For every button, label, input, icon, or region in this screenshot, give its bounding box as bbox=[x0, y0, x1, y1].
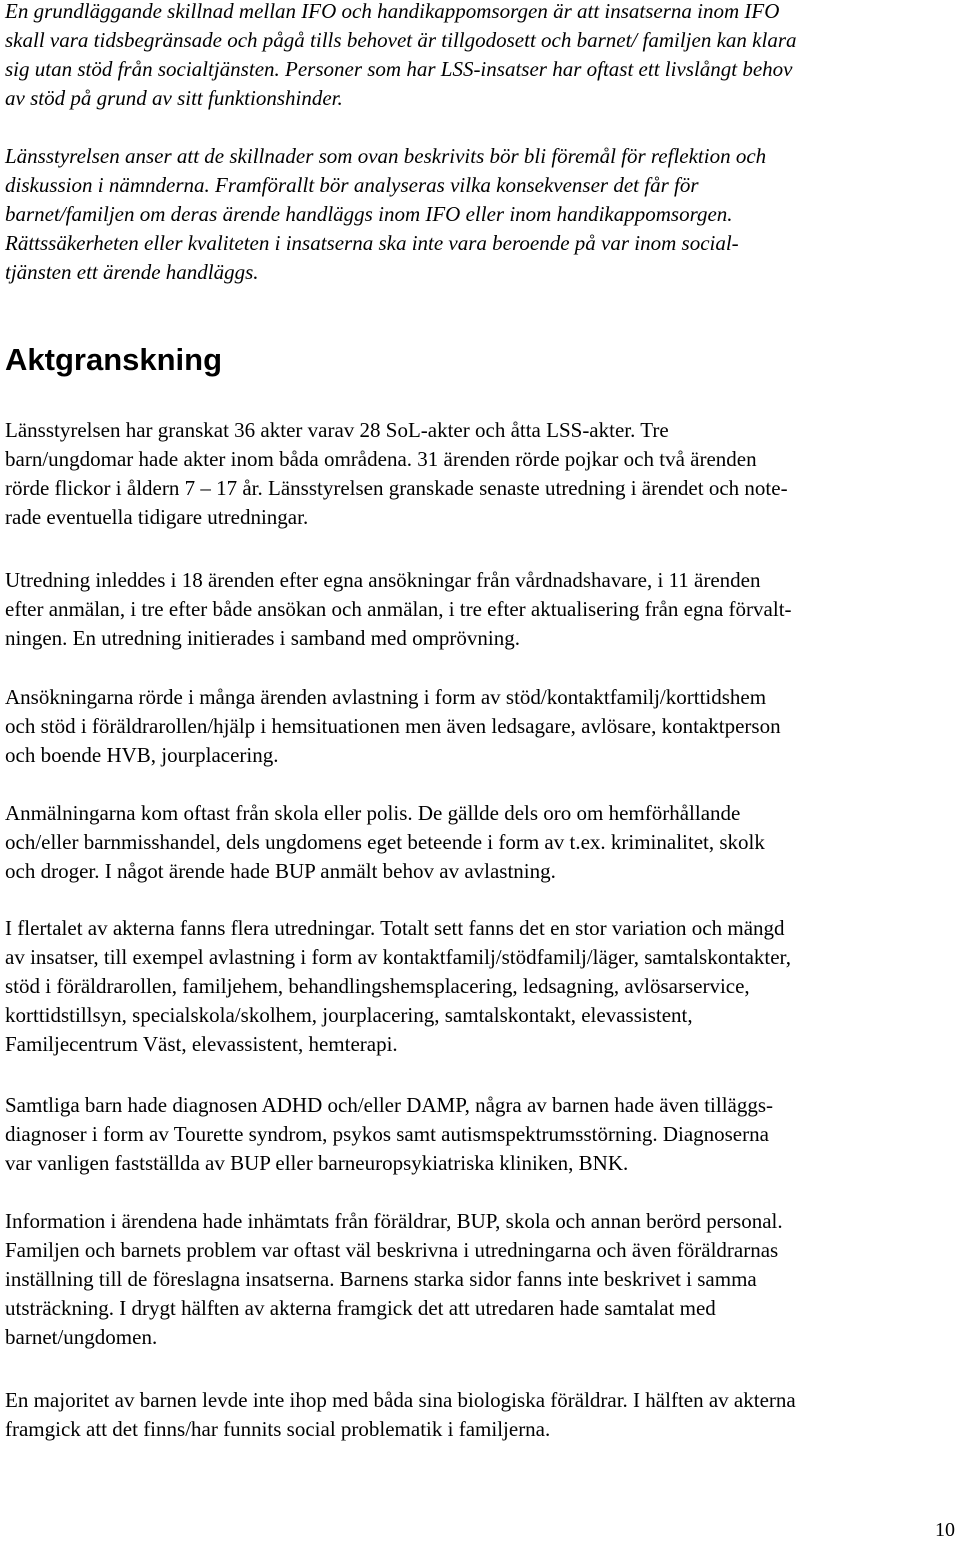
text-line: Länsstyrelsen har granskat 36 akter varav 28 SoL-akter och åtta LSS-akter. Tre bbox=[5, 418, 669, 442]
text-line: Länsstyrelsen anser att de skillnader som ovan beskrivits bör bli föremål för reflektion och bbox=[5, 144, 767, 168]
text-line: och stöd i föräldrarollen/hjälp i hemsituationen men även ledsagare, avlösare, kontaktperson bbox=[5, 714, 781, 738]
text-line: framgick att det finns/har funnits social problematik i familjerna. bbox=[5, 1417, 551, 1441]
text-line: och boende HVB, jourplacering. bbox=[5, 743, 279, 767]
text-line: diskussion i nämnderna. Framförallt bör analyseras vilka konsekvenser det får för bbox=[5, 173, 699, 197]
page-number: 10 bbox=[935, 1519, 955, 1541]
paragraph-anmalningar bbox=[5, 799, 955, 886]
text-line: Familjen och barnets problem var oftast väl beskrivna i utredningarna och även föräldrarnas bbox=[5, 1238, 779, 1262]
text-line: inställning till de föreslagna insatserna. Barnens starka sidor fanns inte beskrivet i samma bbox=[5, 1267, 757, 1291]
text-line: utsträckning. I drygt hälften av akterna framgick det att utredaren hade samtalat med bbox=[5, 1296, 716, 1320]
paragraph-utredning-initiation bbox=[5, 566, 955, 653]
paragraph-diagnoser bbox=[5, 1091, 955, 1178]
text-line: och droger. I något ärende hade BUP anmält behov av avlastning. bbox=[5, 859, 556, 883]
text-line: av insatser, till exempel avlastning i form av kontaktfamilj/stödfamilj/läger, samtalskontakter, bbox=[5, 945, 791, 969]
text-line: sig utan stöd från socialtjänsten. Personer som har LSS-insatser har oftast ett livslångt behov bbox=[5, 57, 793, 81]
text-line: En grundläggande skillnad mellan IFO och handikappomsorgen är att insatserna inom IFO bbox=[5, 0, 780, 23]
paragraph-information bbox=[5, 1207, 955, 1352]
text-line: och/eller barnmisshandel, dels ungdomens eget beteende i form av t.ex. kriminalitet, skolk bbox=[5, 830, 765, 854]
text-line: Anmälningarna kom oftast från skola eller polis. De gällde dels oro om hemförhållande bbox=[5, 801, 741, 825]
paragraph-insatser bbox=[5, 914, 955, 1059]
text-line: rade eventuella tidigare utredningar. bbox=[5, 505, 309, 529]
section-heading: Aktgranskning bbox=[5, 342, 223, 377]
paragraph-familjesituation bbox=[5, 1386, 955, 1444]
text-line: av stöd på grund av sitt funktionshinder. bbox=[5, 86, 343, 110]
text-line: Ansökningarna rörde i många ärenden avlastning i form av stöd/kontaktfamilj/korttidshem bbox=[5, 685, 767, 709]
text-line: Utredning inleddes i 18 ärenden efter egna ansökningar från vårdnadshavare, i 11 ärenden bbox=[5, 568, 761, 592]
text-line: stöd i föräldrarollen, familjehem, behandlingshemsplacering, ledsagning, avlösarservice, bbox=[5, 974, 750, 998]
text-line: barn/ungdomar hade akter inom båda områdena. 31 ärenden rörde pojkar och två ärenden bbox=[5, 447, 757, 471]
intro-paragraph-ifo-vs-handikappomsorg bbox=[5, 0, 955, 113]
text-line: rörde flickor i åldern 7 – 17 år. Länsstyrelsen granskade senaste utredning i ärendet och note- bbox=[5, 476, 788, 500]
text-line: efter anmälan, i tre efter både ansökan och anmälan, i tre efter aktualisering från egna förvalt- bbox=[5, 597, 792, 621]
intro-paragraph-lansstyrelsen-reflection bbox=[5, 142, 955, 287]
text-line: tjänsten ett ärende handläggs. bbox=[5, 260, 259, 284]
text-line: Samtliga barn hade diagnosen ADHD och/eller DAMP, några av barnen hade även tilläggs- bbox=[5, 1093, 774, 1117]
text-line: korttidstillsyn, specialskola/skolhem, jourplacering, samtalskontakt, elevassistent, bbox=[5, 1003, 693, 1027]
text-line: Rättssäkerheten eller kvaliteten i insatserna ska inte vara beroende på var inom social- bbox=[5, 231, 739, 255]
text-line: var vanligen fastställda av BUP eller barneuropsykiatriska kliniken, BNK. bbox=[5, 1151, 629, 1175]
text-line: barnet/ungdomen. bbox=[5, 1325, 158, 1349]
text-line: I flertalet av akterna fanns flera utredningar. Totalt sett fanns det en stor variation och mängd bbox=[5, 916, 785, 940]
text-line: Familjecentrum Väst, elevassistent, hemterapi. bbox=[5, 1032, 398, 1056]
text-line: skall vara tidsbegränsade och pågå tills behovet är tillgodosett och barnet/ familjen kan klara bbox=[5, 28, 797, 52]
paragraph-ansokningar bbox=[5, 683, 955, 770]
text-line: Information i ärendena hade inhämtats från föräldrar, BUP, skola och annan berörd personal. bbox=[5, 1209, 783, 1233]
text-line: diagnoser i form av Tourette syndrom, psykos samt autismspektrumsstörning. Diagnoserna bbox=[5, 1122, 769, 1146]
text-line: barnet/familjen om deras ärende handläggs inom IFO eller inom handikappomsorgen. bbox=[5, 202, 733, 226]
text-line: En majoritet av barnen levde inte ihop med båda sina biologiska föräldrar. I hälften av akterna bbox=[5, 1388, 796, 1412]
text-line: ningen. En utredning initierades i samband med omprövning. bbox=[5, 626, 520, 650]
paragraph-aktgranskning-scope bbox=[5, 416, 955, 532]
